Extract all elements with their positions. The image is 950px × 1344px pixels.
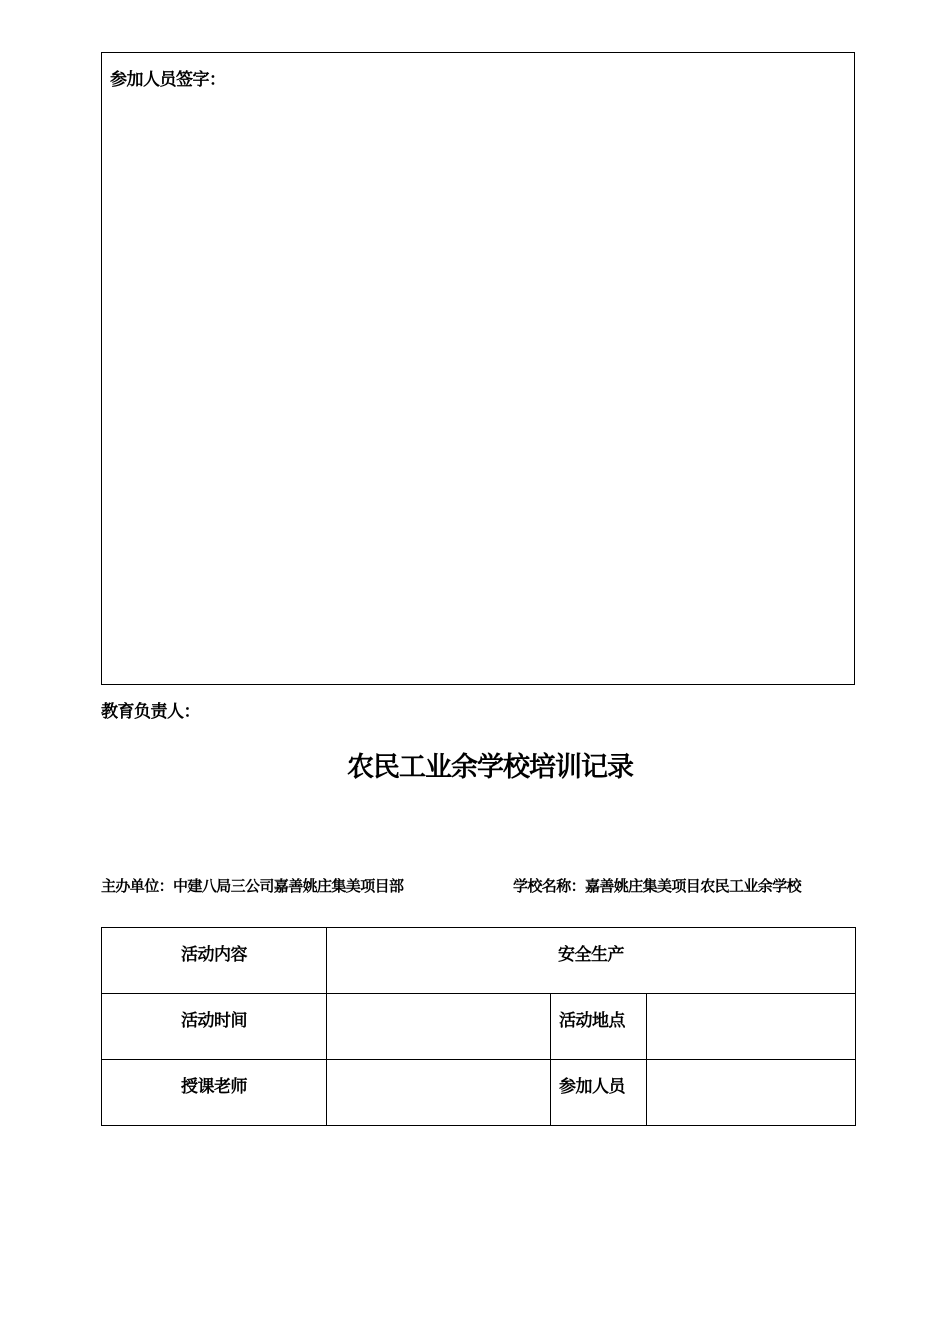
- activity-time-value[interactable]: [327, 994, 551, 1060]
- table-row: [102, 1060, 856, 1126]
- education-lead-label: 教育负责人：: [101, 702, 200, 722]
- organizer-line: 主办单位：中建八局三公司嘉善姚庄集美项目部: [101, 877, 404, 895]
- teacher-value[interactable]: [327, 1060, 551, 1126]
- training-record-table: [101, 927, 856, 1126]
- activity-time-label: 活动时间: [102, 994, 327, 1060]
- signature-box[interactable]: [101, 52, 855, 685]
- participants-label: 参加人员: [551, 1060, 647, 1126]
- table-row: [102, 928, 856, 994]
- page-title: 农民工业余学校培训记录: [347, 752, 633, 783]
- teacher-label: 授课老师: [102, 1060, 327, 1126]
- participants-value[interactable]: [647, 1060, 856, 1126]
- activity-location-label: 活动地点: [551, 994, 647, 1060]
- signature-label: 参加人员签字：: [110, 70, 226, 90]
- activity-content-label: 活动内容: [102, 928, 327, 994]
- activity-location-value[interactable]: [647, 994, 856, 1060]
- table-row: [102, 994, 856, 1060]
- school-name-line: 学校名称：嘉善姚庄集美项目农民工业余学校: [513, 877, 802, 895]
- activity-content-value[interactable]: 安全生产: [327, 928, 856, 994]
